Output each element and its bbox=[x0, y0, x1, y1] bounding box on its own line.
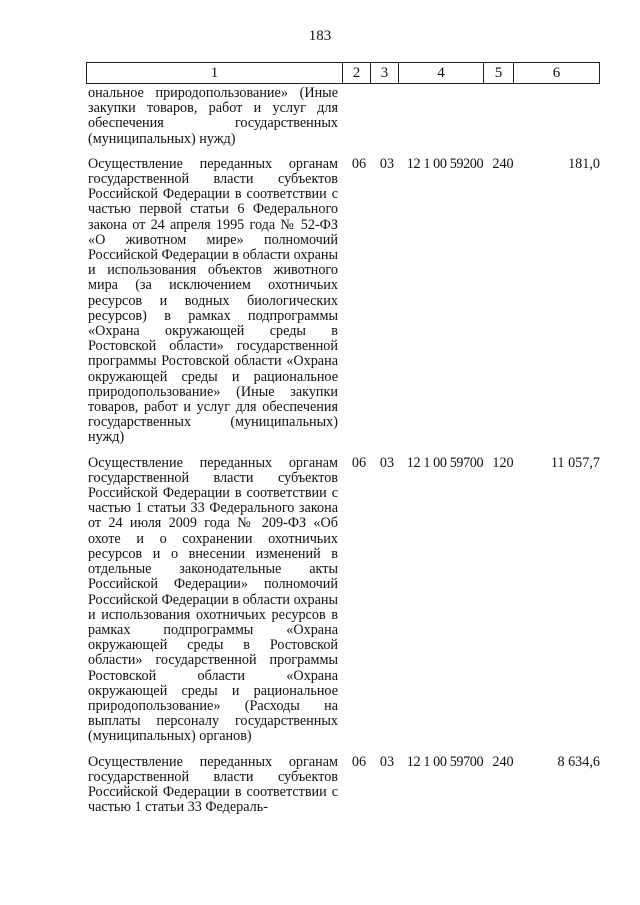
column-header-5: 5 bbox=[484, 63, 514, 84]
row-subsection: 03 bbox=[379, 454, 395, 471]
row-expense-type: 240 bbox=[492, 155, 514, 172]
column-header-6: 6 bbox=[514, 63, 600, 84]
table-row bbox=[88, 157, 600, 446]
row-amount: 181,0 bbox=[568, 155, 600, 172]
row-description: Осуществление переданных органам государственной власти субъектов Российской Федерации в соответствии с частью первой статьи 6 Федерального закона от 24 апреля 1995 года № 52-ФЗ «О животном мире» полномочий Российской Федерации в области охраны и использования объектов животного мира (за исключением охотничьих ресурсов и водных биологических ресурсов) в рамках подпрограммы «Охрана окружающей среды в Ростовской области» государственной программы Ростовской области «Охрана окружающей среды и рациональное природопользование» (Иные закупки товаров, работ и услуг для обеспечения государственных (муниципальных) нужд) bbox=[88, 155, 338, 446]
row-subsection: 03 bbox=[379, 155, 395, 172]
page-number: 183 bbox=[308, 28, 332, 44]
column-header-1: 1 bbox=[87, 63, 343, 84]
row-description: Осуществление переданных органам государственной власти субъектов Российской Федерации в соответствии с частью 1 статьи 33 Федераль- bbox=[88, 753, 338, 816]
table-row bbox=[88, 86, 600, 147]
budget-table-body bbox=[88, 86, 600, 825]
row-section: 06 bbox=[351, 155, 367, 172]
column-header-table bbox=[86, 62, 600, 84]
row-target-article: 12 1 00 59200 bbox=[406, 155, 484, 172]
row-amount: 11 057,7 bbox=[550, 454, 600, 471]
column-header-2: 2 bbox=[343, 63, 371, 84]
column-header-3: 3 bbox=[371, 63, 399, 84]
table-row bbox=[88, 755, 600, 816]
row-subsection: 03 bbox=[379, 753, 395, 770]
table-row bbox=[88, 456, 600, 745]
row-description: Осуществление переданных органам государственной власти субъектов Российской Федерации в соответствии с частью 1 статьи 33 Федерального закона от 24 июля 2009 года № 209-ФЗ «Об охоте и о сохранении охотничьих ресурсов и о внесении изменений в отдельные законодательные акты Российской Федерации» полномочий Российской Федерации в области охраны и использования охотничьих ресурсов в рамках подпрограммы «Охрана окружающей среды в Ростовской области» государственной программы Ростовской области «Охрана окружающей среды и рациональное природопользование» (Расходы на выплаты персоналу государственных (муниципальных) органов) bbox=[88, 454, 338, 745]
row-target-article: 12 1 00 59700 bbox=[406, 454, 484, 471]
row-amount: 8 634,6 bbox=[557, 753, 600, 770]
row-section: 06 bbox=[351, 753, 367, 770]
column-header-row bbox=[87, 63, 600, 84]
row-section: 06 bbox=[351, 454, 367, 471]
row-expense-type: 240 bbox=[492, 753, 514, 770]
row-description: ональное природопользование» (Иные закупки товаров, работ и услуг для обеспечения государственных (муниципальных) нужд) bbox=[88, 85, 338, 147]
row-target-article: 12 1 00 59700 bbox=[406, 753, 484, 770]
row-expense-type: 120 bbox=[492, 454, 514, 471]
column-header-4: 4 bbox=[399, 63, 484, 84]
